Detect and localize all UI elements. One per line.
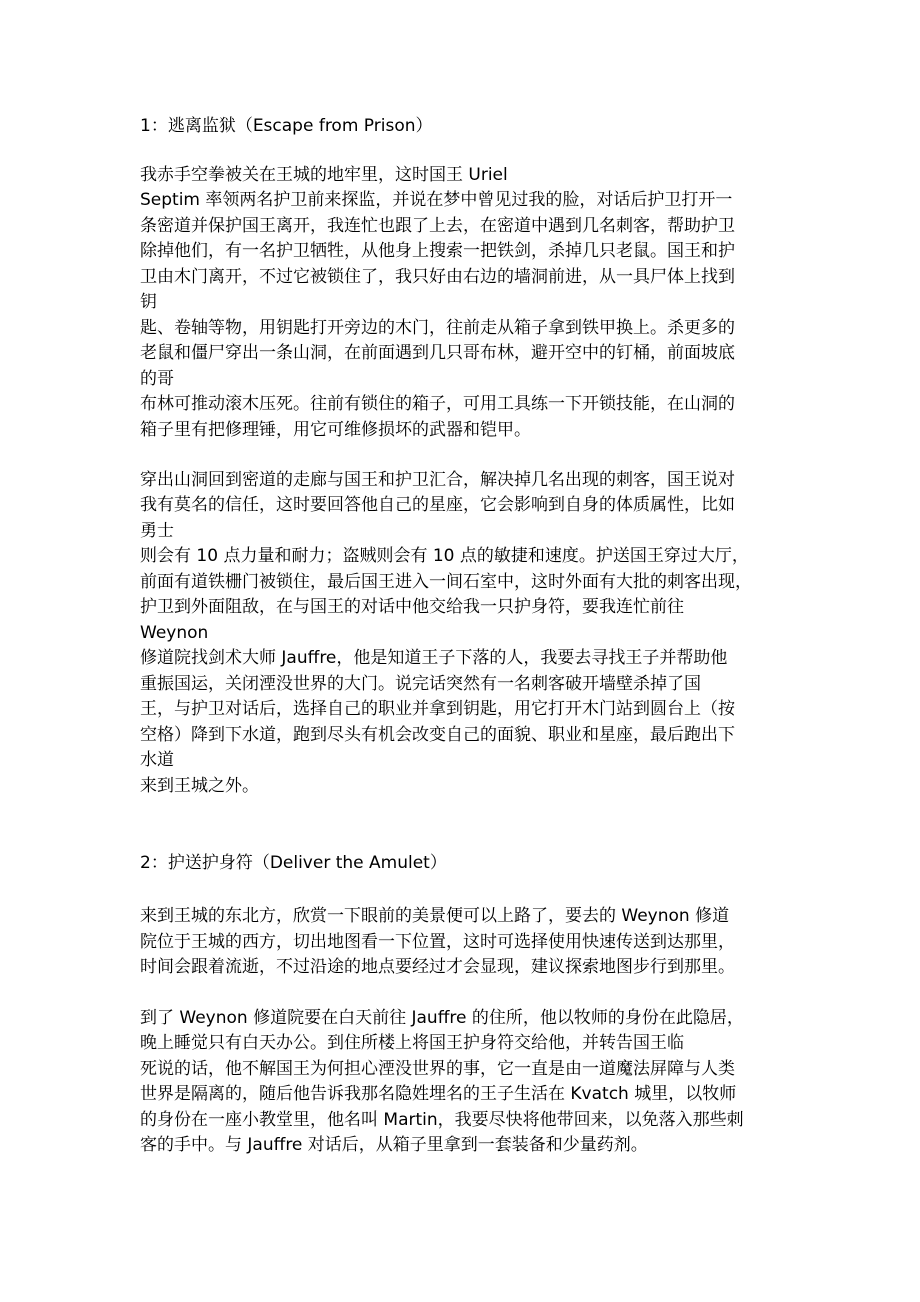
section-2-para-2-line-2: 晚上睡觉只有白天办公。到住所楼上将国王护身符交给他，并转告国王临 — [140, 1033, 684, 1053]
section-1-para-2-line-2: 我有莫名的信任，这时要回答他自己的星座，它会影响到自身的体质属性，比如 — [140, 495, 735, 515]
section-1-para-1-line-10: 布林可推动滚木压死。往前有锁住的箱子，可用工具练一下开锁技能，在山洞的 — [140, 394, 735, 414]
section-1-para-2-line-8: 修道院找剑术大师 Jauffre，他是知道王子下落的人，我要去寻找王子并帮助他 — [140, 648, 728, 668]
section-1-para-2-line-10: 王，与护卫对话后，选择自己的职业并拿到钥匙，用它打开木门站到圆台上（按 — [140, 699, 735, 719]
section-2-para-2-line-1: 到了 Weynon 修道院要在白天前往 Jauffre 的住所，他以牧师的身份在此隐居， — [140, 1008, 744, 1028]
section-1-para-1-line-4: 除掉他们，有一名护卫牺牲，从他身上搜索一把铁剑，杀掉几只老鼠。国王和护 — [140, 241, 735, 261]
section-1-para-2-line-9: 重振国运，关闭湮没世界的大门。说完话突然有一名刺客破开墙壁杀掉了国 — [140, 674, 701, 694]
section-1-para-1-line-6: 钥 — [140, 292, 157, 312]
section-2-para-2-line-5: 的身份在一座小教堂里，他名叫 Martin，我要尽快将他带回来，以免落入那些刺 — [140, 1110, 744, 1130]
section-1-para-2-line-7: Weynon — [140, 623, 209, 643]
section-1-heading: 1：逃离监狱（Escape from Prison） — [140, 116, 433, 136]
section-2-para-2-line-6: 客的手中。与 Jauffre 对话后，从箱子里拿到一套装备和少量药剂。 — [140, 1135, 648, 1155]
section-1-para-2-line-13: 来到王城之外。 — [140, 776, 259, 796]
section-2-para-1-line-1: 来到王城的东北方，欣赏一下眼前的美景便可以上路了，要去的 Weynon 修道 — [140, 906, 730, 926]
section-1-para-2-line-12: 水道 — [140, 750, 174, 770]
section-1-para-1-line-2: Septim 率领两名护卫前来探监，并说在梦中曾见过我的脸，对话后护卫打开一 — [140, 190, 733, 210]
section-2-para-2-line-4: 世界是隔离的，随后他告诉我那名隐姓埋名的王子生活在 Kvatch 城里，以牧师 — [140, 1084, 737, 1104]
section-1-para-1-line-7: 匙、卷轴等物，用钥匙打开旁边的木门，往前走从箱子拿到铁甲换上。杀更多的 — [140, 318, 735, 338]
section-1-para-1-line-11: 箱子里有把修理锤，用它可维修损坏的武器和铠甲。 — [140, 420, 531, 440]
section-1-para-2-line-6: 护卫到外面阻敌，在与国王的对话中他交给我一只护身符，要我连忙前往 — [140, 597, 684, 617]
section-1-para-2-line-3: 勇士 — [140, 521, 174, 541]
section-1-para-2-line-1: 穿出山洞回到密道的走廊与国王和护卫汇合，解决掉几名出现的刺客，国王说对 — [140, 470, 735, 490]
section-2-para-1-line-3: 时间会跟着流逝，不过沿途的地点要经过才会显现，建议探索地图步行到那里。 — [140, 957, 735, 977]
section-1-para-2-line-11: 空格）降到下水道，跑到尽头有机会改变自己的面貌、职业和星座，最后跑出下 — [140, 725, 735, 745]
section-1-para-1-line-5: 卫由木门离开，不过它被锁住了，我只好由右边的墙洞前进，从一具尸体上找到 — [140, 267, 735, 287]
section-1-para-2-line-5: 前面有道铁栅门被锁住，最后国王进入一间石室中，这时外面有大批的刺客出现， — [140, 572, 752, 592]
section-1-para-1-line-1: 我赤手空拳被关在王城的地牢里，这时国王 Uriel — [140, 165, 508, 185]
section-1-para-2-line-4: 则会有 10 点力量和耐力；盗贼则会有 10 点的敏捷和速度。护送国王穿过大厅， — [140, 546, 749, 566]
section-1-para-1-line-9: 的哥 — [140, 369, 174, 389]
section-1-para-1-line-8: 老鼠和僵尸穿出一条山洞，在前面遇到几只哥布林，避开空中的钉桶，前面坡底 — [140, 343, 735, 363]
section-2-heading: 2：护送护身符（Deliver the Amulet） — [140, 853, 447, 873]
section-1-para-1-line-3: 条密道并保护国王离开，我连忙也跟了上去，在密道中遇到几名刺客，帮助护卫 — [140, 216, 735, 236]
section-2-para-1-line-2: 院位于王城的西方，切出地图看一下位置，这时可选择使用快速传送到达那里， — [140, 932, 735, 952]
section-2-para-2-line-3: 死说的话，他不解国王为何担心湮没世界的事，它一直是由一道魔法屏障与人类 — [140, 1059, 735, 1079]
